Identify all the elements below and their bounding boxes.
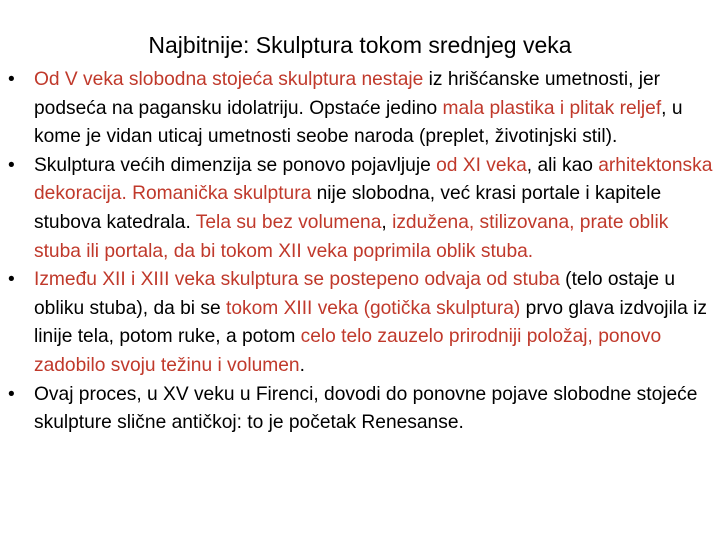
text-run: Ovaj proces, u XV veku u Firenci, dovodi do ponovne pojave slobodne stojeće skulpture slične antičkoj: to je početak Renesanse.: [34, 383, 698, 434]
text-run: arhitektonska dekoracija. Romanička skulptura: [34, 154, 713, 205]
bullet-item: [8, 66, 714, 152]
text-run: izdužena, stilizovana, prate oblik stuba ili portala, da bi tokom XII veka poprimila oblik stuba.: [34, 211, 669, 262]
bullet-icon: •: [8, 69, 15, 90]
bullet-text: [34, 69, 683, 147]
bullet-list: [8, 66, 714, 438]
text-run: od XI veka: [436, 154, 527, 176]
text-run: Od V veka slobodna stojeća skulptura nestaje: [34, 69, 424, 90]
bullet-text: [34, 269, 707, 376]
bullet-icon: •: [8, 269, 15, 291]
text-run: , u kome je vidan uticaj umetnosti seobe naroda (preplet, životinjski stil).: [34, 97, 683, 148]
bullet-text: [34, 384, 697, 434]
text-run: prvo glava izdvojila iz linije tela, potom ruke, a potom: [34, 297, 707, 348]
text-run: iz hrišćanske umetnosti, jer podseća na pagansku idolatriju. Opstaće jedino: [34, 69, 661, 119]
bullet-item: [8, 152, 714, 266]
text-run: , ali kao: [526, 154, 599, 176]
bullet-text: [34, 155, 712, 262]
text-run: (telo ostaje u obliku stuba), da bi se: [34, 269, 676, 319]
text-run: .: [299, 354, 305, 376]
text-run: nije slobodna, već krasi portale i kapitele stubova katedrala.: [34, 183, 662, 233]
text-run: mala plastika i plitak reljef: [442, 97, 662, 119]
text-run: Između XII i XIII veka skulptura se postepeno odvaja od stuba: [34, 269, 560, 291]
text-run: ,: [381, 211, 393, 233]
bullet-icon: •: [8, 154, 15, 176]
text-run: celo telo zauzelo prirodniji položaj, ponovo zadobilo svoju težinu i volumen: [34, 326, 662, 376]
slide-title: Najbitnije: Skulptura tokom srednjeg veka: [148, 32, 572, 58]
bullet-item: [8, 266, 714, 380]
text-run: Skulptura većih dimenzija se ponovo pojavljuje: [34, 154, 437, 176]
bullet-item: [8, 381, 714, 438]
text-run: Tela su bez volumena: [195, 211, 382, 233]
bullet-icon: •: [8, 383, 15, 405]
text-run: tokom XIII veka (gotička skulptura): [226, 297, 521, 319]
